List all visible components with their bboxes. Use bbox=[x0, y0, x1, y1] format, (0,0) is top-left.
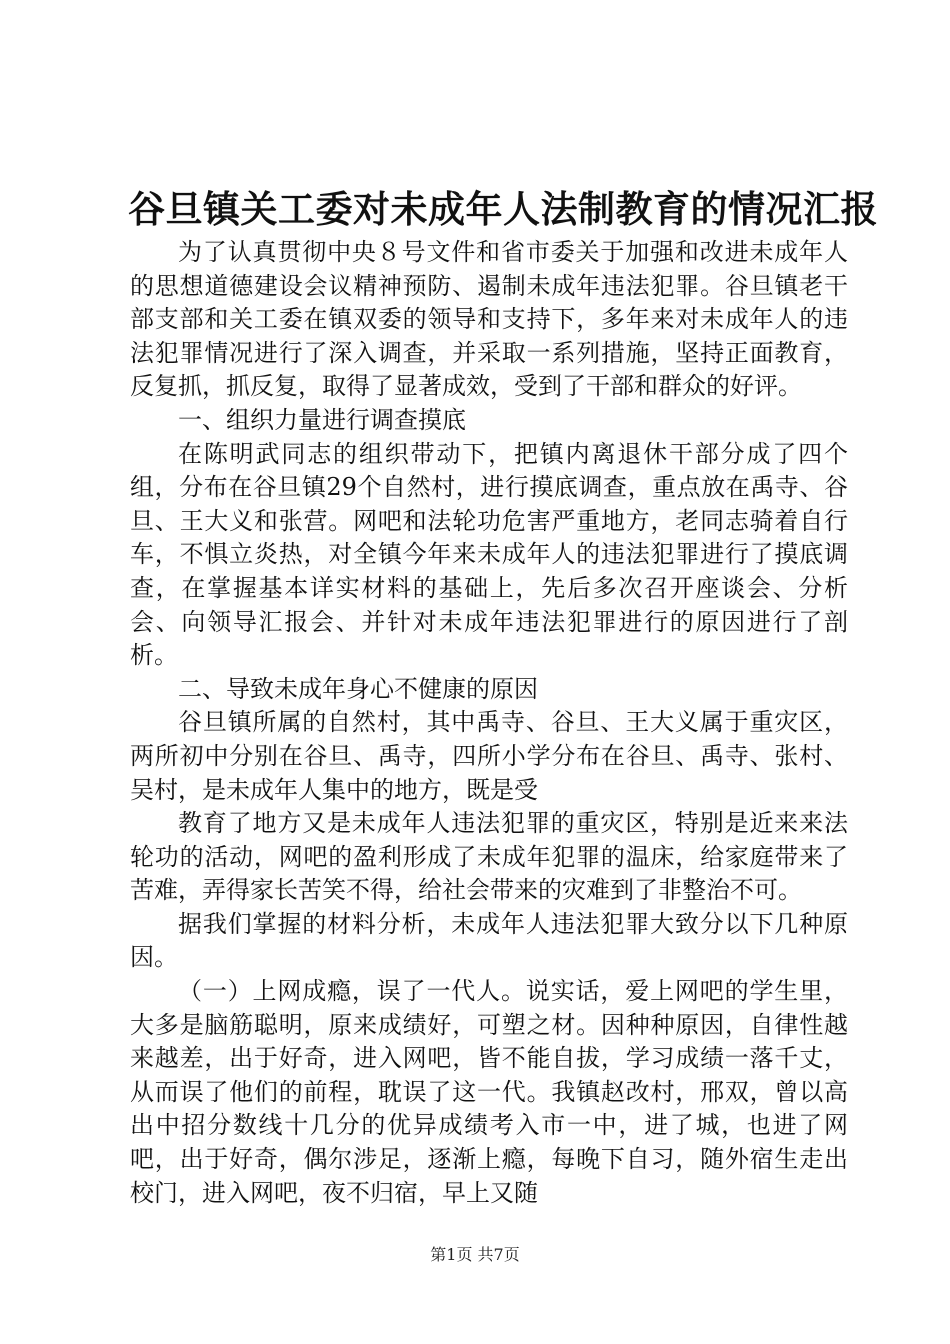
section-heading-2: 二、导致未成年身心不健康的原因 bbox=[178, 674, 538, 703]
document-title: 谷旦镇关工委对未成年人法制教育的情况汇报 bbox=[128, 187, 878, 231]
page-footer: 第1页 共7页 bbox=[430, 1245, 520, 1264]
paragraph-disaster-area: 教育了地方又是未成年人违法犯罪的重灾区，特别是近来来法轮功的活动，网吧的盈利形成了未成年犯罪的温床，给家庭带来了苦难，弄得家长苦笑不得，给社会带来的灾难到了非整治不可。 bbox=[130, 809, 848, 905]
paragraph-intro: 为了认真贯彻中央８号文件和省市委关于加强和改进未成年人的思想道德建设会议精神预防、遏制未成年违法犯罪。谷旦镇老干部支部和关工委在镇双委的领导和支持下，多年来对未成年人的违法犯罪情况进行了深入调查，并采取一系列措施，坚持正面教育，反复抓，抓反复，取得了显著成效，受到了干部和群众的好评。 bbox=[130, 238, 848, 401]
paragraph-internet-addiction: （一）上网成瘾，误了一代人。说实话，爱上网吧的学生里，大多是脑筋聪明，原来成绩好，可塑之材。因种种原因，自律性越来越差，出于好奇，进入网吧，皆不能自拔，学习成绩一落千丈，从而误了他们的前程，耽误了这一代。我镇赵改村，邢双，曾以高出中招分数线十几分的优异成绩考入市一中，进了城，也进了网吧，出于好奇，偶尔涉足，逐渐上瘾，每晚下自习，随外宿生走出校门，进入网吧，夜不归宿，早上又随 bbox=[130, 977, 848, 1207]
paragraph-survey: 在陈明武同志的组织带动下，把镇内离退休干部分成了四个组，分布在谷旦镇29个自然村，进行摸底调查，重点放在禹寺、谷旦、王大义和张营。网吧和法轮功危害严重地方，老同志骑着自行车，不惧立炎热，对全镇今年来未成年人的违法犯罪进行了摸底调查，在掌握基本详实材料的基础上，先后多次召开座谈会、分析会、向领导汇报会、并针对未成年违法犯罪进行的原因进行了剖析。 bbox=[130, 439, 848, 670]
section-heading-1: 一、组织力量进行调查摸底 bbox=[178, 405, 466, 434]
paragraph-analysis: 据我们掌握的材料分析，未成年人违法犯罪大致分以下几种原因。 bbox=[130, 909, 848, 972]
paragraph-villages: 谷旦镇所属的自然村，其中禹寺、谷旦、王大义属于重灾区，两所初中分别在谷旦、禹寺，四所小学分布在谷旦、禹寺、张村、吴村，是未成年人集中的地方，既是受 bbox=[130, 708, 848, 804]
document-body bbox=[130, 236, 848, 1210]
